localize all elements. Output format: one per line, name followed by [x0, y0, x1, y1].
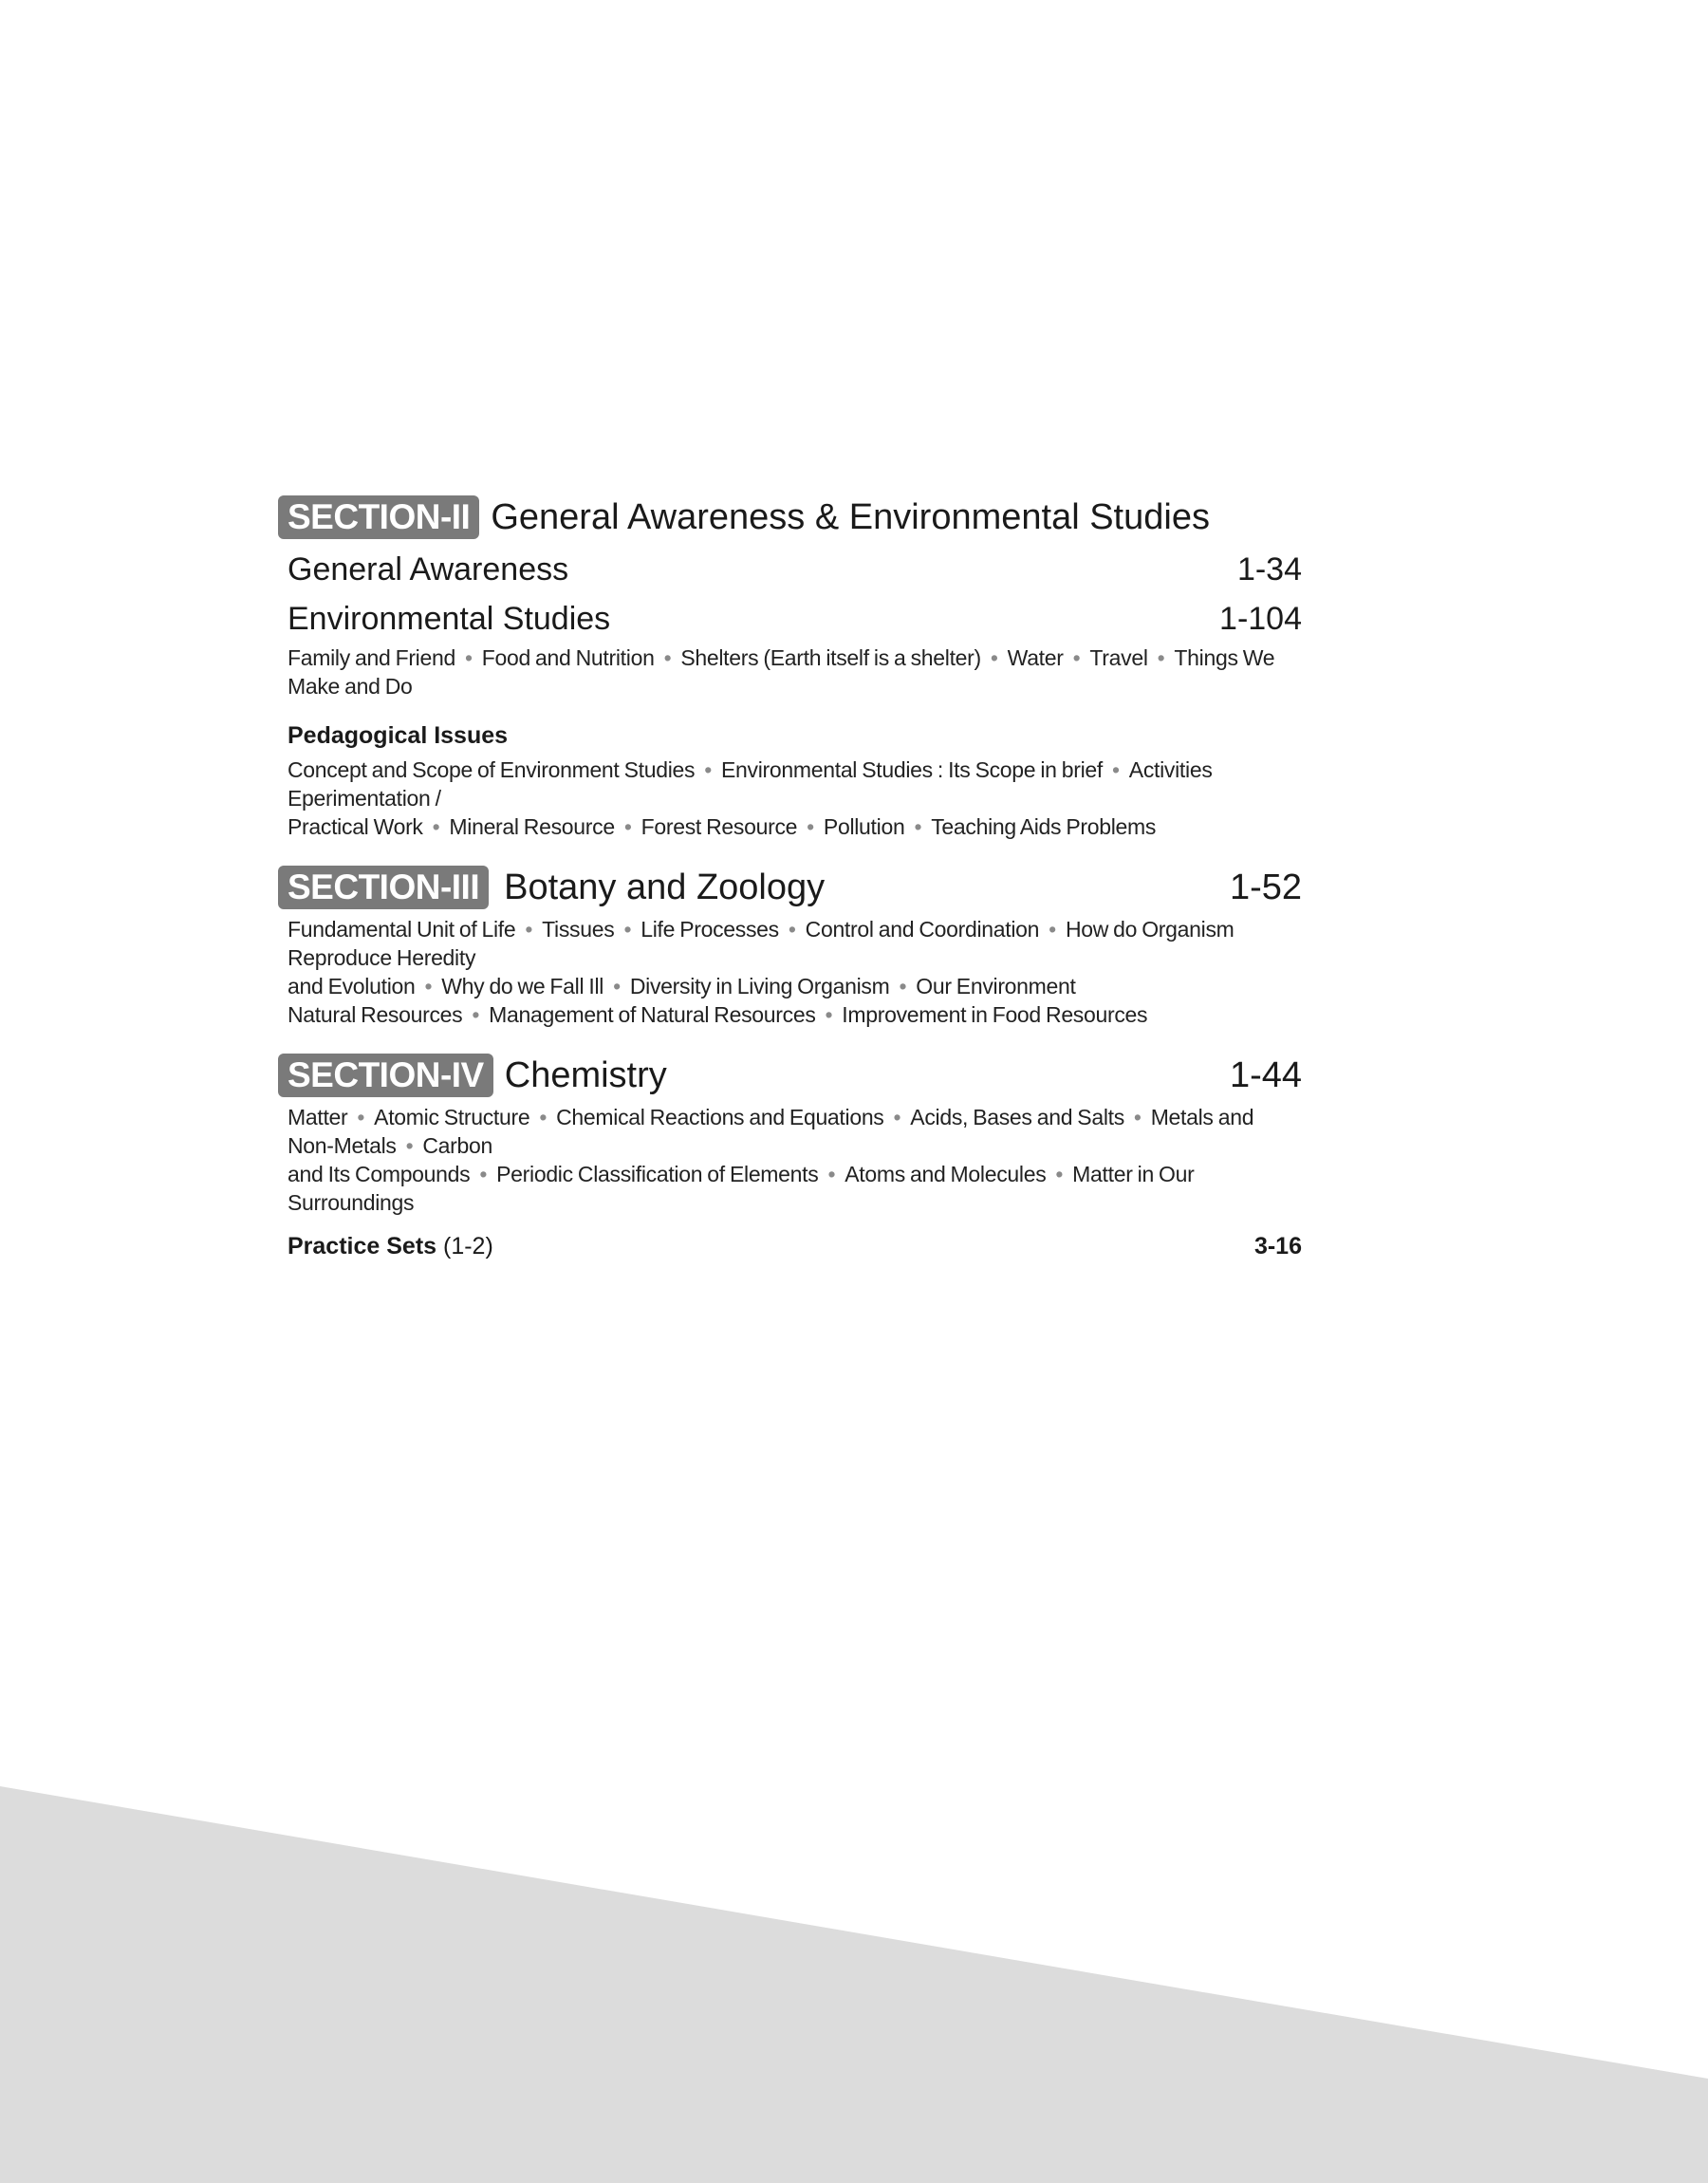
bullet-icon: • — [893, 1105, 901, 1129]
bullet-icon: • — [479, 1162, 488, 1186]
topic-item: Our Environment — [916, 974, 1076, 998]
topic-list — [278, 756, 1309, 841]
bullet-icon: • — [807, 814, 814, 839]
table-of-contents — [278, 494, 1309, 1262]
topic-item: Things We — [1174, 645, 1275, 670]
bullet-icon: • — [464, 645, 473, 670]
topic-list — [278, 644, 1309, 700]
topic-item: and Evolution — [288, 974, 416, 998]
bullet-icon: • — [613, 974, 621, 998]
bullet-icon: • — [788, 917, 796, 942]
topic-item: Carbon — [422, 1133, 493, 1158]
topic-item: and Its Compounds — [288, 1162, 471, 1186]
entry-pages: 1-104 — [1219, 601, 1302, 637]
topic-item: Matter — [288, 1105, 348, 1129]
section-4-header — [278, 1052, 1309, 1099]
topic-item: Reproduce Heredity — [288, 945, 476, 970]
bullet-icon: • — [1072, 645, 1081, 670]
topic-list — [278, 915, 1309, 1029]
topic-item: Environmental Studies : Its Scope in brief — [721, 757, 1104, 782]
section-2-header — [278, 494, 1309, 541]
topic-list — [278, 1103, 1309, 1217]
practice-range: (1-2) — [443, 1233, 493, 1259]
topic-line — [288, 1131, 1309, 1160]
bullet-icon: • — [663, 645, 672, 670]
topic-item: Life Processes — [640, 917, 779, 942]
section-pages: 1-52 — [1229, 868, 1302, 907]
topic-item: Mineral Resource — [449, 814, 615, 839]
topic-item: Periodic Classification of Elements — [496, 1162, 819, 1186]
section-title: Chemistry — [504, 1055, 667, 1095]
bullet-icon: • — [432, 814, 440, 839]
topic-item: Why do we Fall Ill — [441, 974, 604, 998]
topic-item: Forest Resource — [640, 814, 798, 839]
topic-item: Acids, Bases and Salts — [910, 1105, 1124, 1129]
entry-pages: 1-34 — [1236, 551, 1302, 588]
topic-line — [288, 644, 1309, 672]
topic-item: Chemical Reactions and Equations — [556, 1105, 884, 1129]
topic-item: Eperimentation / — [288, 786, 441, 811]
bullet-icon: • — [914, 814, 922, 839]
subheading: Pedagogical Issues — [288, 722, 509, 749]
topic-item: Concept and Scope of Environment Studies — [288, 757, 696, 782]
topic-item: Practical Work — [288, 814, 423, 839]
topic-item: Surroundings — [288, 1190, 415, 1215]
topic-item: Make and Do — [288, 674, 413, 699]
topic-item: Activities — [1128, 757, 1213, 782]
topic-line — [288, 915, 1309, 943]
practice-sets-row — [278, 1230, 1309, 1262]
topic-item: Fundamental Unit of Life — [288, 917, 516, 942]
topic-item: Pollution — [823, 814, 905, 839]
topic-item: How do Organism — [1065, 917, 1235, 942]
section-badge: SECTION-IV — [278, 1054, 493, 1097]
topic-item: Family and Friend — [288, 645, 455, 670]
bullet-icon: • — [472, 1002, 480, 1027]
bullet-icon: • — [1049, 917, 1056, 942]
topic-item: Atomic Structure — [374, 1105, 530, 1129]
topic-line — [288, 972, 1309, 1000]
bullet-icon: • — [825, 1002, 833, 1027]
section-title: General Awareness & Environmental Studies — [491, 497, 1210, 537]
entry-label: Environmental Studies — [288, 601, 611, 637]
section-pages: 1-44 — [1229, 1055, 1302, 1095]
topic-line — [288, 943, 1309, 972]
bullet-icon: • — [405, 1133, 414, 1158]
bullet-icon: • — [623, 917, 632, 942]
topic-item: Natural Resources — [288, 1002, 463, 1027]
topic-line — [288, 756, 1309, 784]
entry-label: General Awareness — [288, 551, 569, 588]
bullet-icon: • — [539, 1105, 548, 1129]
bullet-icon: • — [424, 974, 433, 998]
topic-item: Non-Metals — [288, 1133, 397, 1158]
bullet-icon: • — [1055, 1162, 1064, 1186]
bullet-icon: • — [990, 645, 998, 670]
topic-item: Travel — [1089, 645, 1148, 670]
bullet-icon: • — [525, 917, 533, 942]
section-badge: SECTION-II — [278, 495, 479, 539]
toc-entry — [278, 594, 1309, 644]
topic-line — [288, 672, 1309, 700]
practice-pages: 3-16 — [1253, 1233, 1302, 1259]
topic-item: Tissues — [542, 917, 615, 942]
bullet-icon: • — [827, 1162, 836, 1186]
topic-line — [288, 1103, 1309, 1131]
bullet-icon: • — [1157, 645, 1165, 670]
topic-item: Control and Coordination — [805, 917, 1040, 942]
topic-item: Management of Natural Resources — [489, 1002, 816, 1027]
practice-label: Practice Sets — [288, 1233, 437, 1259]
bullet-icon: • — [704, 757, 712, 782]
topic-line — [288, 784, 1309, 812]
bullet-icon: • — [623, 814, 632, 839]
topic-line — [288, 812, 1309, 841]
toc-entry — [278, 545, 1309, 594]
topic-item: Water — [1007, 645, 1064, 670]
topic-item: Metals and — [1150, 1105, 1254, 1129]
topic-item: Atoms and Molecules — [845, 1162, 1047, 1186]
topic-line — [288, 1000, 1309, 1029]
topic-item: Matter in Our — [1072, 1162, 1195, 1186]
topic-item: Diversity in Living Organism — [629, 974, 890, 998]
topic-item: Teaching Aids Problems — [931, 814, 1157, 839]
bullet-icon: • — [1112, 757, 1120, 782]
topic-item: Food and Nutrition — [481, 645, 655, 670]
bullet-icon: • — [357, 1105, 365, 1129]
section-badge: SECTION-III — [278, 866, 489, 909]
bullet-icon: • — [1133, 1105, 1142, 1129]
topic-item: Shelters (Earth itself is a shelter) — [680, 645, 981, 670]
section-title: Botany and Zoology — [504, 868, 826, 907]
topic-line — [288, 1188, 1309, 1217]
topic-line — [288, 1160, 1309, 1188]
section-3-header — [278, 864, 1309, 911]
topic-item: Improvement in Food Resources — [842, 1002, 1148, 1027]
bullet-icon: • — [899, 974, 907, 998]
